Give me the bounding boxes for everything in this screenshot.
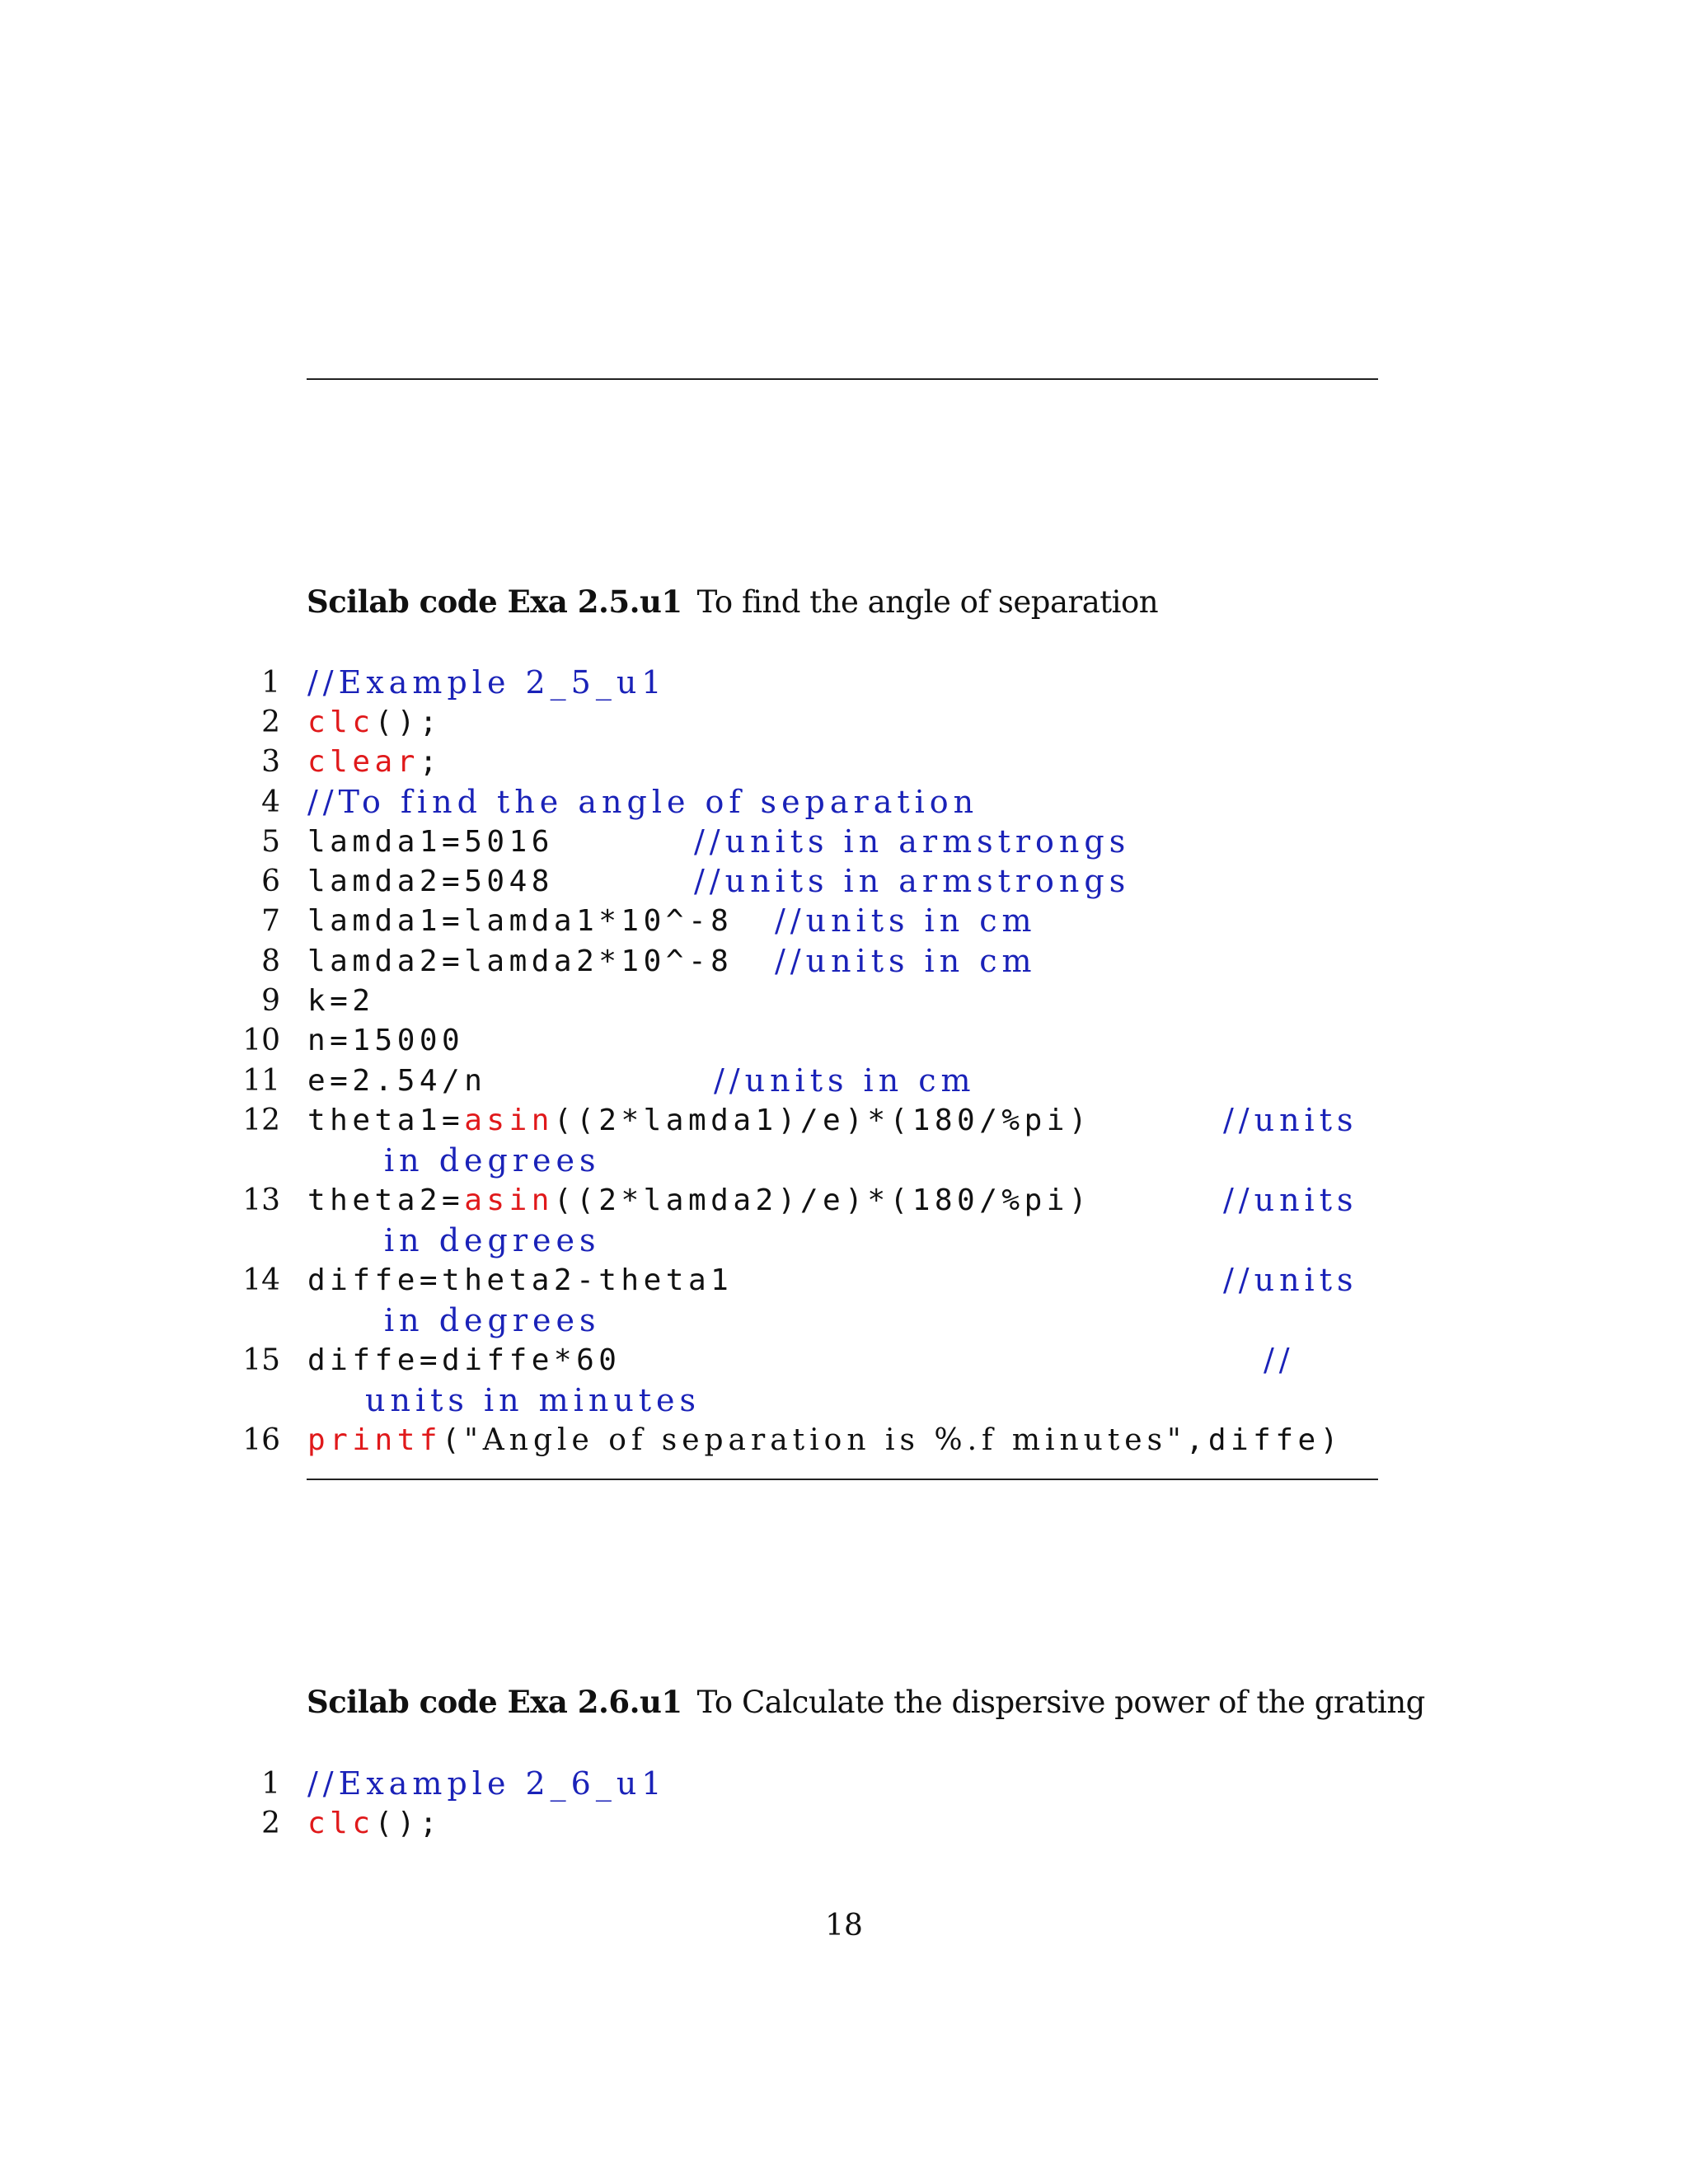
code-text: lamda2=lamda2*10^-8 — [307, 944, 734, 978]
code-text: n=15000 — [307, 1024, 465, 1057]
code-text: theta2= — [307, 1183, 465, 1217]
code-keyword: asin — [464, 1183, 554, 1217]
code-string: "Angle of separation is %.f minutes" — [464, 1423, 1186, 1457]
code-line — [307, 1183, 1091, 1217]
code-comment: //Example 2_5_u1 — [307, 664, 667, 701]
code-comment: //To find the angle of separation — [307, 784, 979, 820]
listing-bottom-rule — [307, 1479, 1378, 1480]
line-number: 1 — [261, 1767, 280, 1801]
code-text: ((2*lamda2)/e)*(180/%pi) — [553, 1183, 1092, 1217]
line-number: 11 — [242, 1064, 280, 1098]
line-number: 14 — [242, 1263, 280, 1297]
line-number: 12 — [242, 1104, 280, 1137]
caption-text: To Calculate the dispersive power of the grating — [696, 1685, 1425, 1720]
line-number: 15 — [242, 1343, 280, 1377]
line-number: 10 — [242, 1024, 280, 1057]
code-line — [307, 1104, 1091, 1137]
line-number: 13 — [242, 1183, 280, 1217]
code-text: lamda1=5016 — [307, 825, 554, 859]
caption-label: Scilab code Exa 2.6.u1 — [307, 1684, 682, 1720]
code-keyword: asin — [464, 1104, 554, 1137]
code-comment: //Example 2_6_u1 — [307, 1765, 667, 1802]
code-keyword: clc — [307, 705, 375, 739]
code-text: theta1= — [307, 1104, 465, 1137]
header-rule — [307, 378, 1378, 380]
code-comment-continuation: in degrees — [384, 1222, 601, 1258]
code-comment: //units — [1223, 1102, 1358, 1138]
line-number: 8 — [261, 944, 280, 978]
line-number: 3 — [261, 745, 280, 779]
code-comment-continuation: units in minutes — [365, 1382, 701, 1418]
code-comment: //units — [1223, 1262, 1358, 1298]
code-comment: // — [1264, 1342, 1295, 1378]
code-text: ((2*lamda1)/e)*(180/%pi) — [553, 1104, 1092, 1137]
code-keyword: clear — [307, 745, 420, 779]
code-comment-continuation: in degrees — [384, 1302, 601, 1338]
listing-caption-1 — [307, 583, 1158, 620]
code-text: ( — [442, 1423, 465, 1457]
code-line — [307, 745, 442, 779]
code-comment: //units — [1223, 1182, 1358, 1218]
caption-label: Scilab code Exa 2.5.u1 — [307, 583, 682, 620]
code-comment: //units in armstrongs — [694, 823, 1131, 860]
page-number: 18 — [825, 1909, 863, 1943]
code-comment-continuation: in degrees — [384, 1142, 601, 1179]
code-comment: //units in armstrongs — [694, 863, 1131, 899]
code-comment: //units in cm — [775, 943, 1037, 979]
code-text: ,diffe) — [1185, 1423, 1343, 1457]
caption-text: To find the angle of separation — [696, 584, 1159, 620]
line-number: 7 — [261, 904, 280, 938]
code-text: k=2 — [307, 984, 375, 1018]
code-text: lamda2=5048 — [307, 865, 554, 898]
listing-caption-2 — [307, 1684, 1425, 1720]
code-text: lamda1=lamda1*10^-8 — [307, 904, 734, 938]
code-line — [307, 705, 442, 739]
code-line — [307, 1423, 1343, 1457]
line-number: 4 — [261, 785, 280, 819]
line-number: 9 — [261, 984, 280, 1018]
code-text: ; — [419, 745, 443, 779]
code-comment: //units in cm — [775, 902, 1037, 939]
code-line — [307, 1807, 442, 1840]
code-text: diffe=theta2-theta1 — [307, 1263, 734, 1297]
code-text: diffe=diffe*60 — [307, 1343, 621, 1377]
code-text: e=2.54/n — [307, 1064, 487, 1098]
line-number: 1 — [261, 666, 280, 700]
line-number: 16 — [242, 1423, 280, 1457]
code-keyword: clc — [307, 1807, 375, 1840]
code-text: (); — [374, 1807, 443, 1840]
code-keyword: printf — [307, 1423, 443, 1457]
line-number: 2 — [261, 705, 280, 739]
line-number: 5 — [261, 825, 280, 859]
code-comment: //units in cm — [714, 1062, 976, 1099]
line-number: 2 — [261, 1807, 280, 1840]
line-number: 6 — [261, 865, 280, 898]
code-text: (); — [374, 705, 443, 739]
